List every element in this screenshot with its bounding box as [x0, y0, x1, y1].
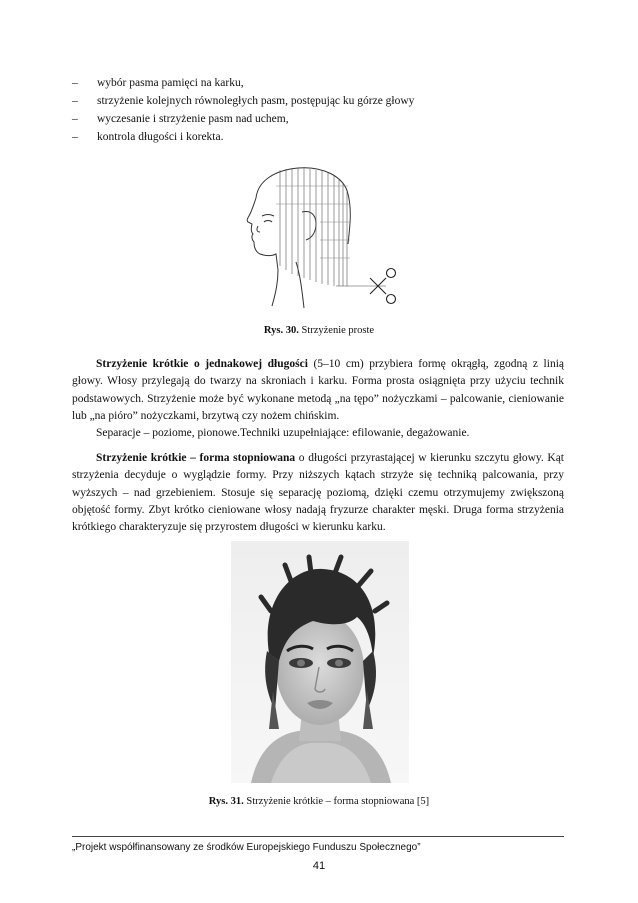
cutting-lines — [280, 168, 347, 286]
list-item — [72, 74, 572, 92]
list-item-text: kontrola długości i korekta. — [97, 131, 224, 143]
bullet-list — [72, 74, 572, 146]
paragraph-heading: Strzyżenie krótkie o jednakowej długości — [96, 358, 308, 370]
paragraph-separations — [72, 425, 564, 442]
figure-caption-text: Strzyżenie proste — [301, 325, 375, 336]
head-profile-drawing — [247, 168, 350, 308]
figure-label: Rys. 30. — [263, 325, 299, 336]
list-item-text: wybór pasma pamięci na karku, — [97, 77, 244, 89]
bullet-dash: – — [72, 131, 78, 143]
list-item-text: strzyżenie kolejnych równoległych pasm, postępując ku górze głowy — [97, 95, 415, 107]
list-item — [72, 110, 572, 128]
footer-funding-note: „Projekt współfinansowany ze środków Europejskiego Funduszu Społecznego” — [72, 842, 421, 853]
paragraph-short-graduated — [72, 450, 564, 536]
paragraph-short-uniform — [72, 356, 564, 425]
haircut-diagram-figure — [236, 166, 406, 314]
paragraph-text: o długości przyrastającej w kierunku szczytu głowy. Kąt strzyżenia decyduje o wyglądzie formy. Przy niższych kątach strzyże się techniką palcowania, przy wyższych – nad grzebieniem. Stosuje się separację poziomą, dzięki czemu otrzymujemy zwiększoną objętość formy. Zbyt krótko cieniowane włosy nadają fryzurze charakter męski. Druga forma strzyżenia krótkiego charakteryzuje się przyrostem długości w kierunku karku. — [72, 452, 564, 534]
footer-divider — [72, 836, 564, 837]
list-item — [72, 128, 572, 146]
paragraph-heading: Strzyżenie krótkie – forma stopniowana — [96, 452, 296, 464]
figure-30-caption — [0, 325, 638, 336]
figure-caption-text: Strzyżenie krótkie – forma stopniowana [5] — [246, 796, 430, 807]
paragraph-text: Separacje – poziome, pionowe.Techniki uzupełniające: efilowanie, degażowanie. — [96, 427, 470, 439]
list-item — [72, 92, 572, 110]
bullet-dash: – — [72, 113, 78, 125]
haircut-photo — [231, 541, 409, 783]
figure-31-caption — [0, 796, 638, 807]
page-number: 41 — [312, 860, 326, 872]
figure-label: Rys. 31. — [208, 796, 244, 807]
bullet-dash: – — [72, 77, 78, 89]
bullet-dash: – — [72, 95, 78, 107]
list-item-text: wyczesanie i strzyżenie pasm nad uchem, — [97, 113, 289, 125]
paragraph-text: (5–10 cm) przybiera formę okrągłą, zgodną z linią głowy. Włosy przylegają do twarzy na skroniach i karku. Forma prosta osiągnięta przy użyciu technik podstawowych. Strzyżenie może być wykonane metodą „na tępo” nożyczkami – palcowanie, cieniowanie lub „na pióro” nożyczkami, brzytwą czy nożem chińskim. — [72, 358, 564, 422]
